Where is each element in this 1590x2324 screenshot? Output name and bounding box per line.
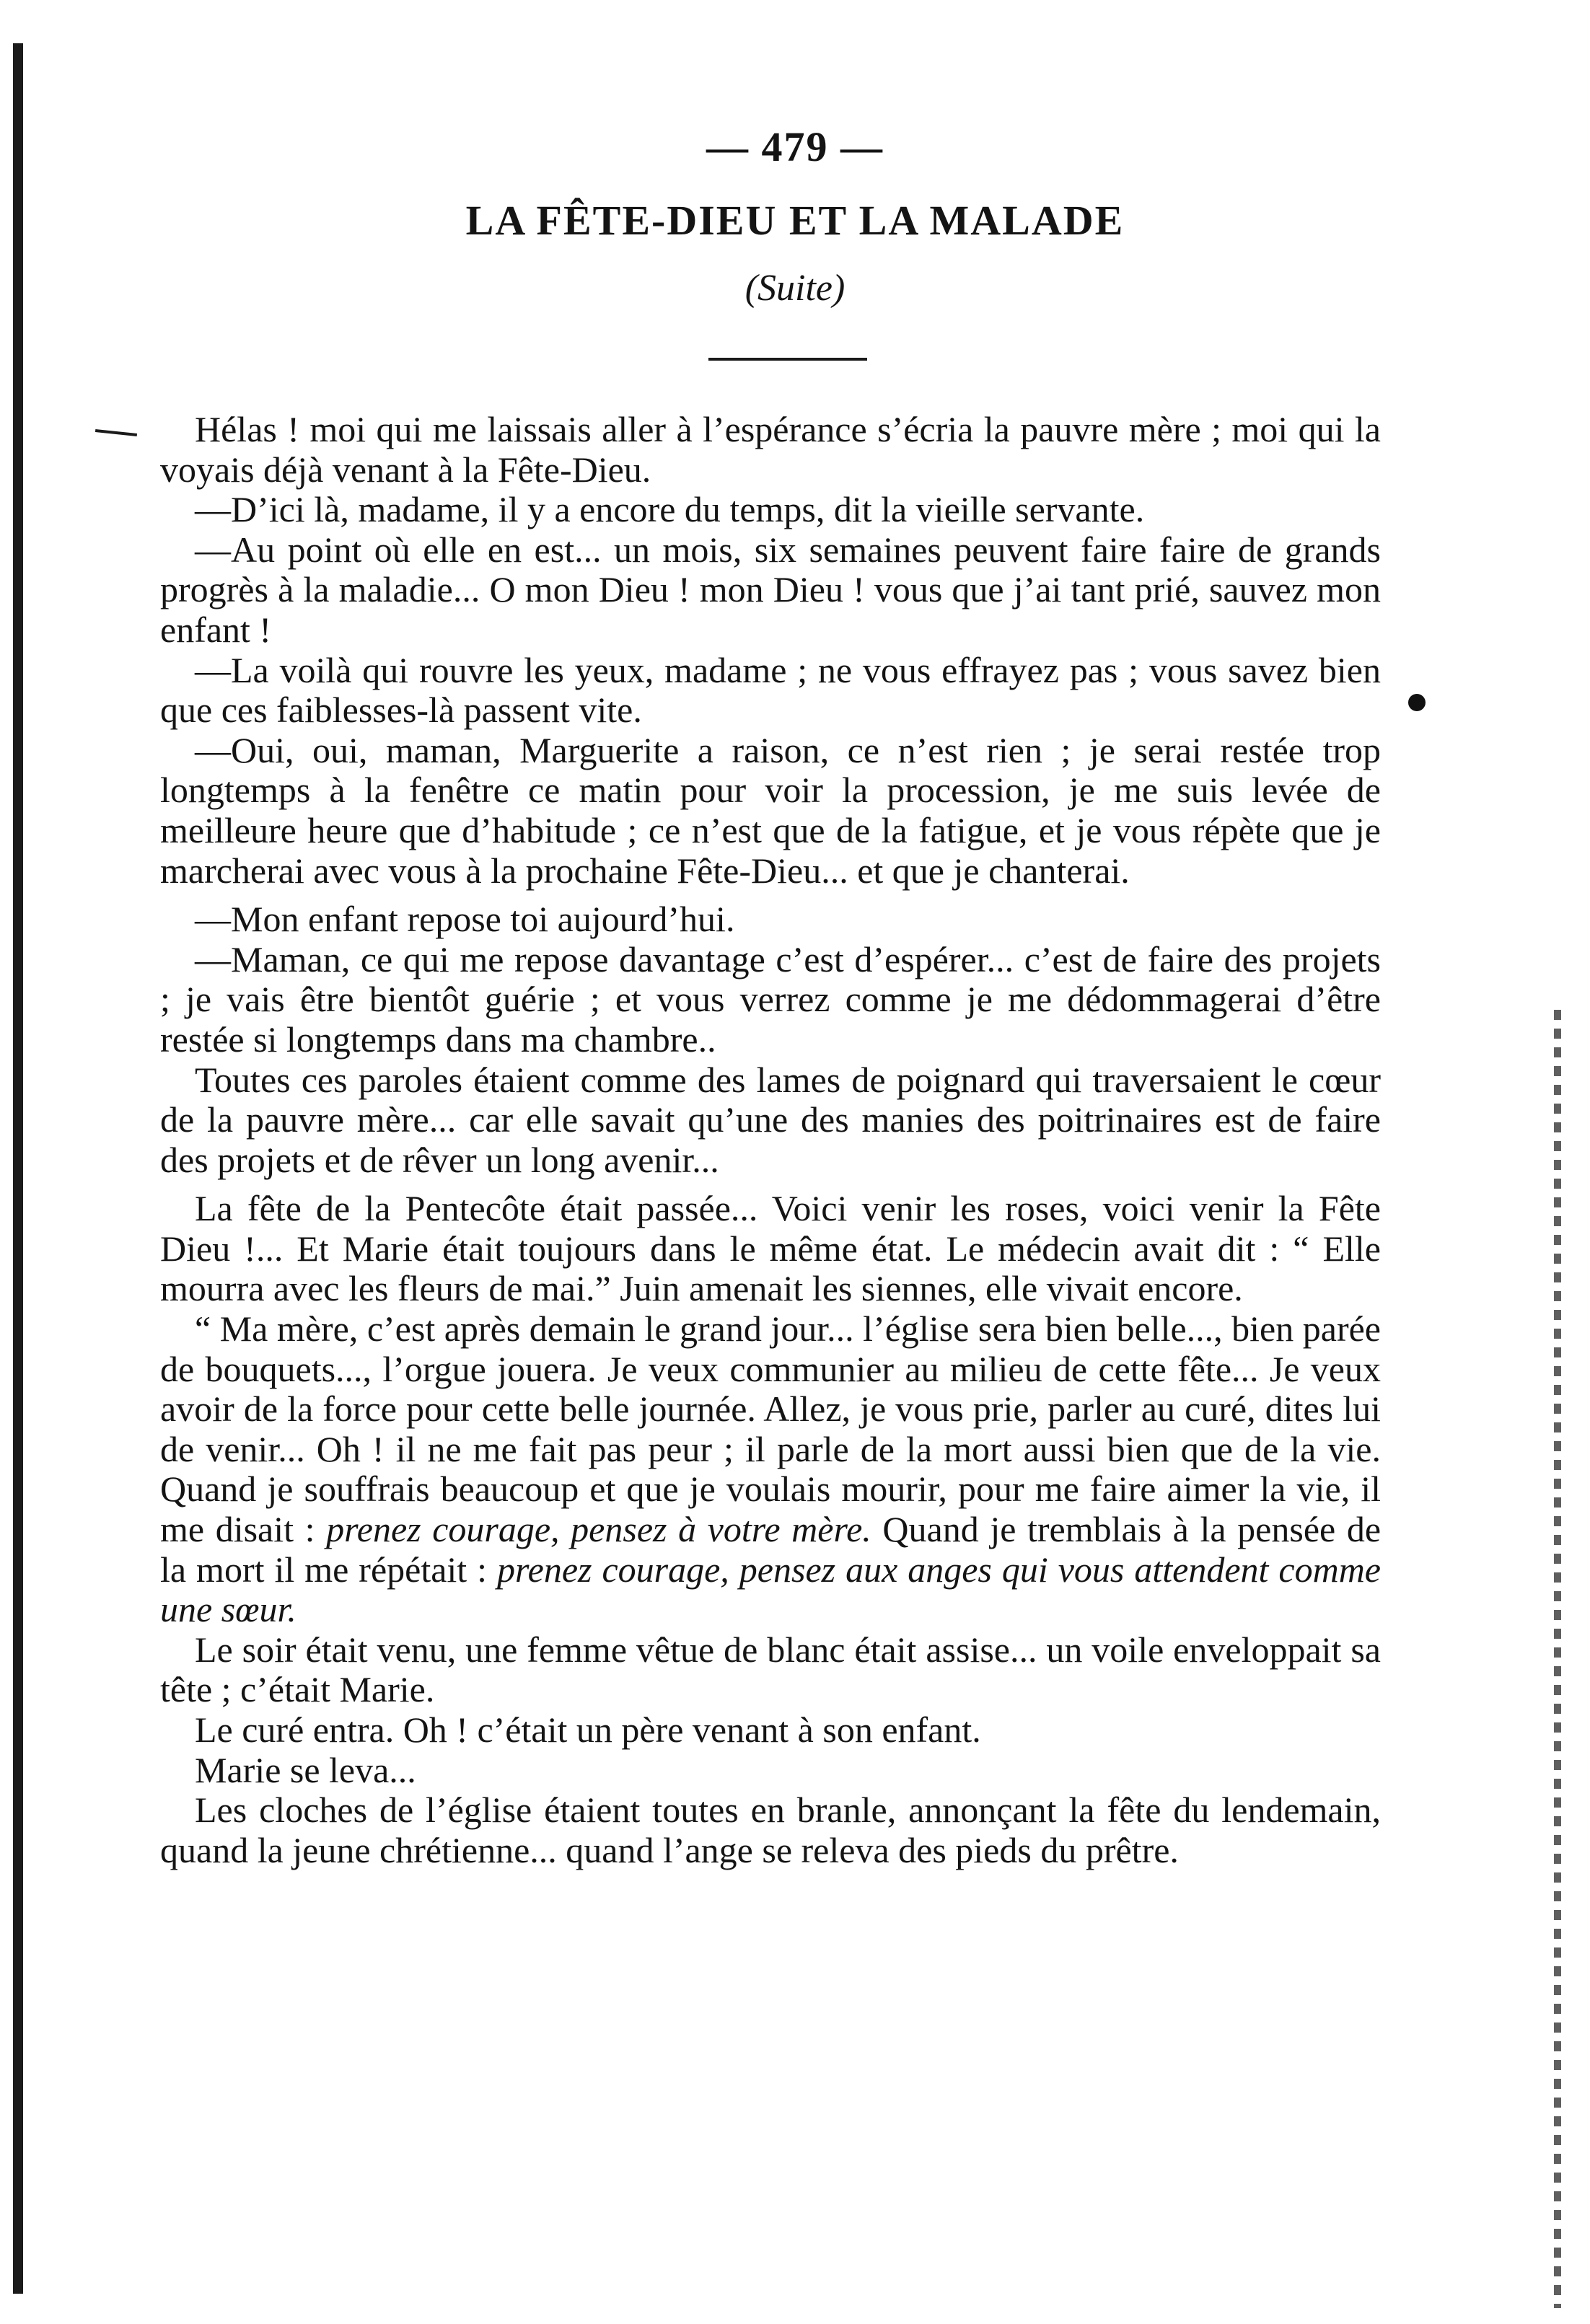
paragraph-8: Toutes ces paroles étaient comme des lames de poignard qui traversaient le cœur de la pauvre mère... car elle savait qu’une des manies des poitrinaires est de faire des projets et de rêver un long avenir... (160, 1059, 1381, 1180)
page-right-edge-shadow (1554, 1010, 1561, 2308)
paragraph-10-part-1: “ Ma mère, c’est après demain le grand jour... l’église sera bien belle..., bien parée de bouquets..., l’orgue jouera. Je veux communier au milieu de cette fête... Je veux avoir de la force pour cette belle journée. Allez, je vous prie, parler au curé, dites lui de venir... Oh ! il ne me fait pas peur ; il parle de la mort aussi bien que de la vie. Quand je souffrais beaucoup et que je voulais mourir, pour me faire aimer la vie, il me disait : (160, 1308, 1381, 1550)
paragraph-11: Le soir était venu, une femme vêtue de blanc était assise... un voile enveloppait sa tête ; c’était Marie. (160, 1629, 1381, 1710)
paragraph-12: Le curé entra. Oh ! c’était un père venant à son enfant. (195, 1709, 981, 1750)
page-binding-edge (13, 43, 23, 2294)
paragraph-13: Marie se leva... (195, 1749, 416, 1790)
paragraph-10-part-2: Quand je tremblais à la pensée de la mort il me répétait : (160, 1509, 1382, 1590)
paragraph-1: Hélas ! moi qui me laissais aller à l’espérance s’écria la pauvre mère ; moi qui la voyais déjà venant à la Fête-Dieu. (160, 409, 1381, 490)
paragraph-5: —Oui, oui, maman, Marguerite a raison, ce n’est rien ; je serai restée trop longtemps à la fenêtre ce matin pour voir la procession, je me suis levée de meilleure heure que d’habitude ; ce n’est que de la fatigue, et je vous répète que je marcherai avec vous à la prochaine Fête-Dieu... et que je chanterai. (160, 729, 1381, 891)
paragraph-7: —Maman, ce qui me repose davantage c’est d’espérer... c’est de faire des projets ; je vais être bientôt guérie ; et vous verrez comme je me dédommagerai d’être restée si longtemps dans ma chambre.. (160, 938, 1381, 1060)
margin-dash-mark (95, 429, 137, 436)
paragraph-10 (160, 1309, 1381, 1630)
paragraph-3: —Au point où elle en est... un mois, six semaines peuvent faire faire de grands progrès à la maladie... O mon Dieu ! mon Dieu ! vous que j’ai tant prié, sauvez mon enfant ! (160, 529, 1381, 650)
page-number: — 479 — (706, 123, 884, 170)
paragraph-10-italic-1: prenez courage, pensez à votre mère. (326, 1509, 871, 1550)
margin-ink-dot (1408, 694, 1426, 711)
paragraph-6: —Mon enfant repose toi aujourd’hui. (195, 899, 735, 940)
paragraph-10-italic-2: prenez courage, pensez aux anges qui vous attendent comme une sœur. (160, 1549, 1381, 1630)
chapter-title: LA FÊTE-DIEU ET LA MALADE (465, 197, 1125, 244)
paragraph-4: —La voilà qui rouvre les yeux, madame ; ne vous effrayez pas ; vous savez bien que ces faiblesses-là passent vite. (160, 649, 1381, 731)
title-rule (708, 358, 867, 361)
paragraph-9: La fête de la Pentecôte était passée... Voici venir les roses, voici venir la Fête Dieu !... Et Marie était toujours dans le même état. Le médecin avait dit : “ Elle mourra avec les fleurs de mai.” Juin amenait les siennes, elle vivait encore. (160, 1188, 1381, 1309)
paragraph-14: Les cloches de l’église étaient toutes en branle, annonçant la fête du lendemain, quand la jeune chrétienne... quand l’ange se releva des pieds du prêtre. (160, 1790, 1381, 1870)
paragraph-2: —D’ici là, madame, il y a encore du temps, dit la vieille servante. (195, 489, 1145, 530)
body-text (160, 410, 1381, 1870)
chapter-subtitle: (Suite) (745, 268, 845, 309)
